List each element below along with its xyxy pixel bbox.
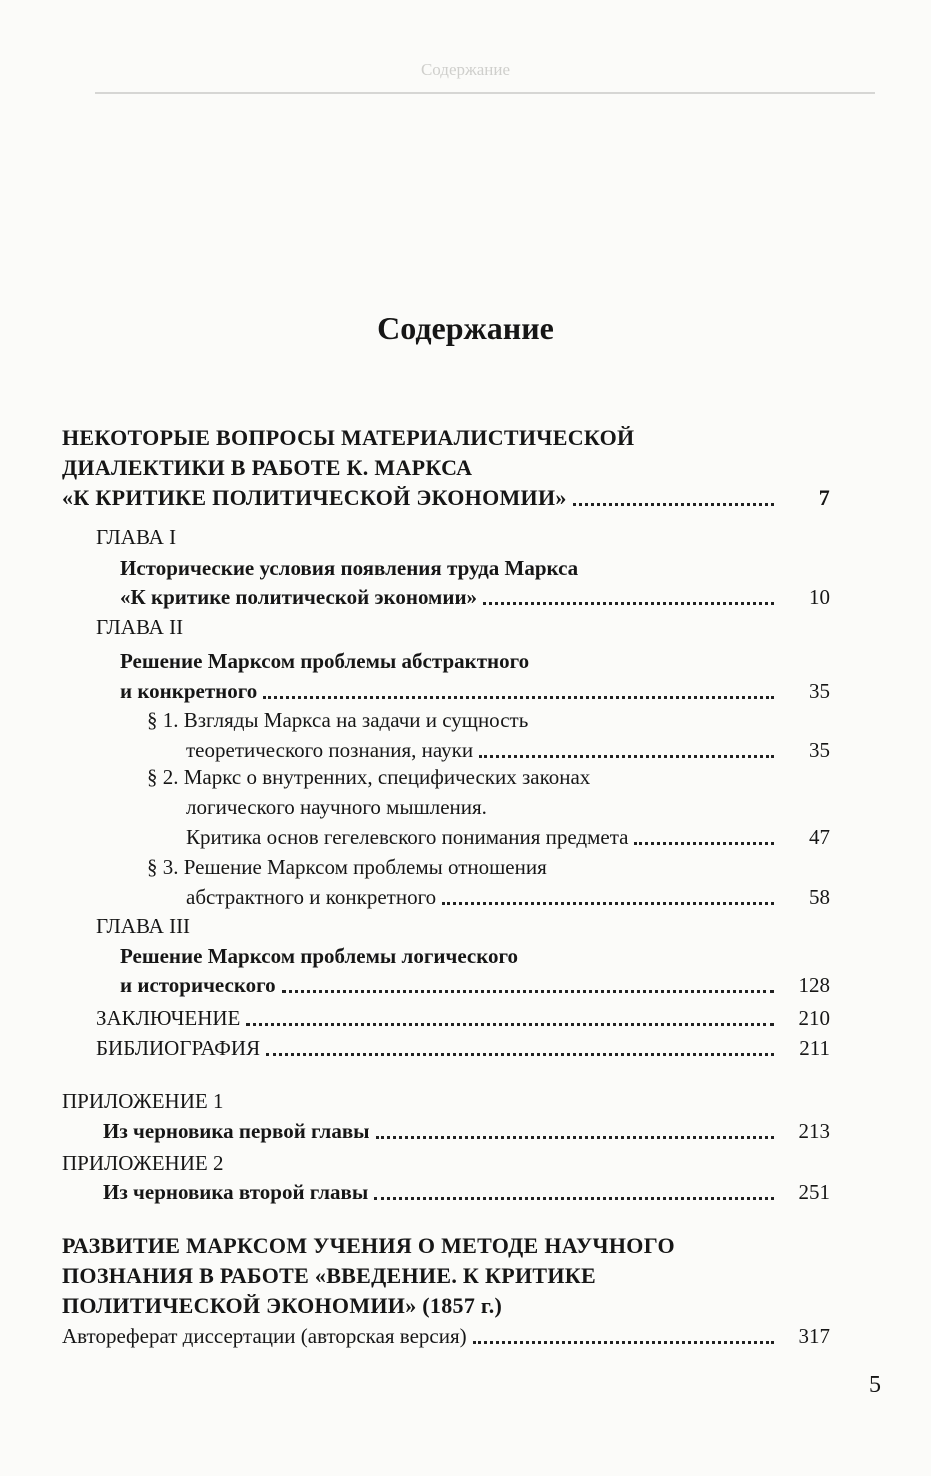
section2-title-line1: § 2. Маркс о внутренних, специфических законах bbox=[147, 765, 591, 789]
section3-title-line1: § 3. Решение Марксом проблемы отношения bbox=[147, 855, 547, 879]
page-title: Содержание bbox=[377, 310, 554, 346]
page-number: 58 bbox=[809, 885, 830, 909]
leader-dots bbox=[282, 990, 774, 993]
toc-entry-chapter2[interactable] bbox=[120, 676, 830, 706]
section1-title-line2: теоретического познания, науки bbox=[186, 738, 474, 762]
folio-page-number: 5 bbox=[869, 1372, 881, 1398]
chapter3-title-line1: Решение Марксом проблемы логического bbox=[120, 944, 519, 968]
conclusion-label: ЗАКЛЮЧЕНИЕ bbox=[96, 1006, 241, 1030]
leader-dots bbox=[634, 842, 774, 845]
appendix2-title: Из черновика второй главы bbox=[103, 1180, 369, 1204]
page-number: 47 bbox=[809, 825, 830, 849]
chapter3-label: ГЛАВА III bbox=[96, 914, 191, 938]
toc-entry-part2[interactable] bbox=[62, 1321, 830, 1351]
page-number: 210 bbox=[798, 1006, 830, 1030]
appendix1-label: ПРИЛОЖЕНИЕ 1 bbox=[62, 1089, 224, 1113]
chapter1-label: ГЛАВА I bbox=[96, 525, 177, 549]
page-number: 213 bbox=[798, 1119, 830, 1143]
leader-dots bbox=[473, 1341, 774, 1344]
page-number: 7 bbox=[818, 485, 830, 510]
leader-dots bbox=[246, 1023, 774, 1026]
page-number: 35 bbox=[809, 738, 830, 762]
leader-dots bbox=[479, 755, 774, 758]
leader-dots bbox=[376, 1136, 774, 1139]
bibliography-label: БИБЛИОГРАФИЯ bbox=[96, 1036, 261, 1060]
chapter3-title-line2: и исторического bbox=[120, 973, 276, 997]
page-number: 211 bbox=[799, 1036, 830, 1060]
leader-dots bbox=[483, 602, 774, 605]
section2-title-line3: Критика основ гегелевского понимания предмета bbox=[186, 825, 629, 849]
toc-entry-section2[interactable] bbox=[186, 822, 830, 852]
chapter1-title-line1: Исторические условия появления труда Маркса bbox=[120, 556, 579, 580]
part1-title-line3: «К КРИТИКЕ ПОЛИТИЧЕСКОЙ ЭКОНОМИИ» bbox=[62, 485, 567, 510]
show-through-running-header: Содержание bbox=[420, 60, 511, 79]
leader-dots bbox=[573, 503, 774, 506]
page-number: 317 bbox=[798, 1324, 830, 1348]
chapter2-title-line2: и конкретного bbox=[120, 679, 258, 703]
section1-title-line1: § 1. Взгляды Маркса на задачи и сущность bbox=[147, 708, 529, 732]
leader-dots bbox=[442, 902, 774, 905]
leader-dots bbox=[266, 1053, 774, 1056]
toc-entry-section3[interactable] bbox=[186, 882, 830, 912]
page-number: 35 bbox=[809, 679, 830, 703]
page-number: 10 bbox=[809, 585, 830, 609]
part1-title-line1: НЕКОТОРЫЕ ВОПРОСЫ МАТЕРИАЛИСТИЧЕСКОЙ bbox=[62, 425, 635, 450]
part2-title-line1: РАЗВИТИЕ МАРКСОМ УЧЕНИЯ О МЕТОДЕ НАУЧНОГО bbox=[62, 1233, 675, 1258]
chapter2-label: ГЛАВА II bbox=[96, 615, 184, 639]
toc-entry-conclusion[interactable] bbox=[96, 1003, 830, 1033]
toc-entry-appendix1[interactable] bbox=[103, 1116, 830, 1146]
toc-entry-chapter3[interactable] bbox=[120, 970, 830, 1000]
toc-entry-part1[interactable] bbox=[62, 483, 830, 513]
part2-subtitle: Автореферат диссертации (авторская версия) bbox=[62, 1324, 467, 1348]
toc-entry-chapter1[interactable] bbox=[120, 582, 830, 612]
page-number: 128 bbox=[798, 973, 830, 997]
leader-dots bbox=[374, 1197, 774, 1200]
chapter1-title-line2: «К критике политической экономии» bbox=[120, 585, 478, 609]
appendix2-label: ПРИЛОЖЕНИЕ 2 bbox=[62, 1151, 224, 1175]
section2-title-line2: логического научного мышления. bbox=[186, 795, 487, 819]
show-through-rule bbox=[95, 92, 875, 94]
part1-title-line2: ДИАЛЕКТИКИ В РАБОТЕ К. МАРКСА bbox=[62, 455, 473, 480]
section3-title-line2: абстрактного и конкретного bbox=[186, 885, 437, 909]
chapter2-title-line1: Решение Марксом проблемы абстрактного bbox=[120, 649, 530, 673]
part2-title-line3: ПОЛИТИЧЕСКОЙ ЭКОНОМИИ» (1857 г.) bbox=[62, 1293, 503, 1318]
toc-entry-bibliography[interactable] bbox=[96, 1033, 830, 1063]
appendix1-title: Из черновика первой главы bbox=[103, 1119, 370, 1143]
toc-entry-section1[interactable] bbox=[186, 735, 830, 765]
page-number: 251 bbox=[798, 1180, 830, 1204]
part2-title-line2: ПОЗНАНИЯ В РАБОТЕ «ВВЕДЕНИЕ. К КРИТИКЕ bbox=[62, 1263, 596, 1288]
leader-dots bbox=[263, 696, 774, 699]
toc-entry-appendix2[interactable] bbox=[103, 1177, 830, 1207]
